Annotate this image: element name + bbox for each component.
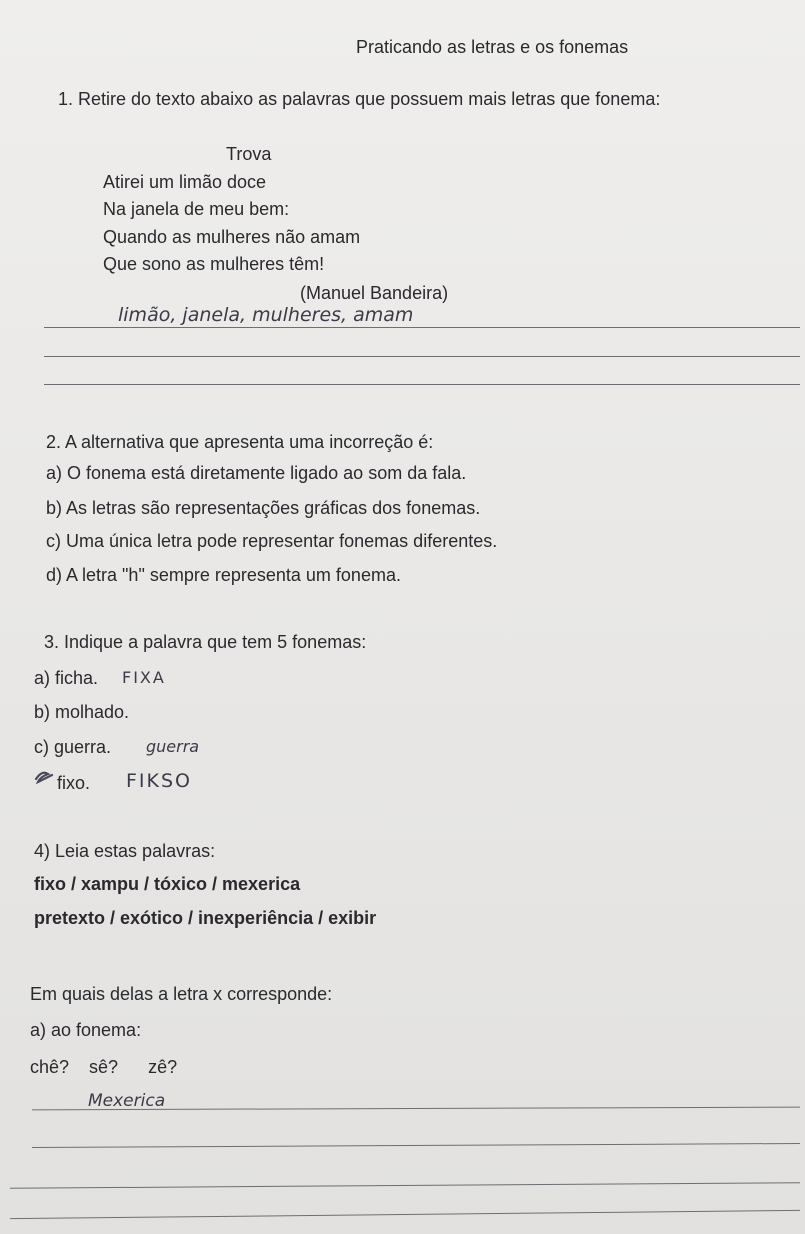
q3-handwritten-d: FIKSO xyxy=(126,770,193,792)
q2-option-a: a) O fonema está diretamente ligado ao som da fala. xyxy=(46,463,467,483)
answer-line xyxy=(10,1182,800,1189)
q4-sounds: chê? sê? zê? xyxy=(30,1057,178,1077)
selected-answer-scribble xyxy=(34,768,54,784)
answer-line xyxy=(10,1210,800,1219)
answer-line xyxy=(44,356,800,357)
q4-words-line-1: fixo / xampu / tóxico / mexerica xyxy=(34,874,301,894)
q3-option-d: fixo. xyxy=(57,773,91,793)
poem-line-1: Atirei um limão doce xyxy=(103,172,267,192)
q4-prompt: 4) Leia estas palavras: xyxy=(34,841,216,861)
page-title: Praticando as letras e os fonemas xyxy=(356,37,629,57)
q3-prompt: 3. Indique a palavra que tem 5 fonemas: xyxy=(44,632,367,652)
q2-option-b: b) As letras são representações gráficas dos fonemas. xyxy=(46,498,481,518)
q3-option-b: b) molhado. xyxy=(34,702,130,722)
q2-prompt: 2. A alternativa que apresenta uma incorreção é: xyxy=(46,432,434,452)
q4-handwritten-answer: Mexerica xyxy=(88,1091,166,1111)
q4-item-a: a) ao fonema: xyxy=(30,1020,142,1040)
q2-option-d: d) A letra "h" sempre representa um fonema. xyxy=(46,565,401,585)
poem-line-4: Que sono as mulheres têm! xyxy=(103,254,325,274)
poem-line-2: Na janela de meu bem: xyxy=(103,199,290,219)
answer-line xyxy=(32,1143,800,1148)
q3-option-a: a) ficha. xyxy=(34,668,99,688)
poem-line-3: Quando as mulheres não amam xyxy=(103,227,361,247)
q2-option-c: c) Uma única letra pode representar fonemas diferentes. xyxy=(46,531,498,551)
answer-line xyxy=(44,384,800,385)
q3-handwritten-a: FIXA xyxy=(122,668,166,687)
poem-title: Trova xyxy=(226,144,272,164)
q4-sub-prompt: Em quais delas a letra x corresponde: xyxy=(30,984,333,1004)
q1-prompt: 1. Retire do texto abaixo as palavras que possuem mais letras que fonema: xyxy=(58,89,661,109)
poem-author: (Manuel Bandeira) xyxy=(300,283,449,303)
q3-option-c: c) guerra. xyxy=(34,737,112,757)
q3-handwritten-c: guerra xyxy=(146,737,200,756)
q4-words-line-2: pretexto / exótico / inexperiência / exibir xyxy=(34,908,377,928)
q1-handwritten-answer: limão, janela, mulheres, amam xyxy=(118,304,414,326)
answer-line xyxy=(44,327,800,328)
